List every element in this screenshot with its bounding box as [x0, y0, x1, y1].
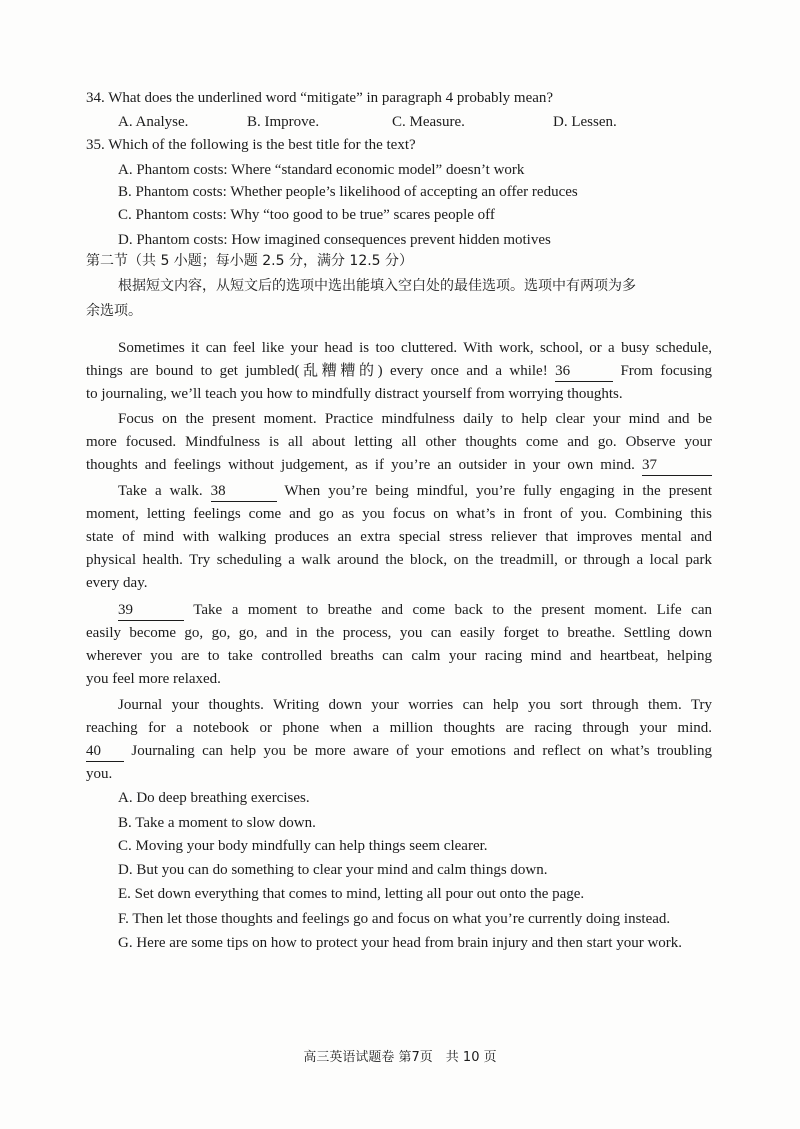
p1-line3: to journaling, we’ll teach you how to mindfully distract yourself from worrying thoughts.	[86, 386, 623, 402]
page-footer: 高三英语试题卷 第7页 共 10 页	[303, 1050, 497, 1065]
q35-option-a: A. Phantom costs: Where “standard economic model” doesn’t work	[118, 162, 525, 178]
p4-line2: easily become go, go, go, and in the process, you can easily forget to breathe. Settling down	[86, 625, 712, 641]
p1-line2-text-a: things are bound to get jumbled(乱糟糟的) every once and a while!	[86, 363, 548, 379]
section-2-instruction-line2: 余选项。	[86, 303, 142, 319]
p3-line1	[86, 480, 712, 503]
blank-38: 38	[211, 483, 277, 502]
p2-line3-text: thoughts and feelings without judgement, as if you’re an outsider in your own mind.	[86, 457, 635, 473]
p2-line2: more focused. Mindfulness is all about letting all other thoughts come and go. Observe your	[86, 434, 712, 450]
q34-option-a: A. Analyse.	[118, 114, 189, 130]
choice-f: F. Then let those thoughts and feelings go and focus on what you’re currently doing instead.	[118, 911, 671, 927]
p5-line3-text: Journaling can help you be more aware of your emotions and reflect on what’s troubling	[131, 743, 713, 759]
blank-37: 37	[642, 457, 712, 476]
p2-line3	[86, 454, 712, 477]
q35-option-b: B. Phantom costs: Whether people’s likelihood of accepting an offer reduces	[118, 184, 578, 200]
question-34-stem: 34. What does the underlined word “mitigate” in paragraph 4 probably mean?	[86, 90, 554, 106]
p3-line2: moment, letting feelings come and go as you focus on what’s in front of you. Combining this	[86, 506, 712, 522]
p4-line1	[86, 599, 712, 622]
choice-g: G. Here are some tips on how to protect your head from brain injury and then start your work.	[118, 935, 683, 951]
blank-36: 36	[555, 363, 613, 382]
choice-d: D. But you can do something to clear your mind and calm things down.	[118, 862, 548, 878]
passage-paragraph-2	[86, 408, 712, 477]
p3-line5: every day.	[86, 575, 148, 591]
p5-line2: reaching for a notebook or phone when a million thoughts are racing through your mind.	[86, 720, 712, 736]
passage-paragraph-3	[86, 480, 712, 595]
p4-line3: wherever you are to take controlled breaths can calm your racing mind and heartbeat, helping	[86, 648, 712, 664]
choice-b: B. Take a moment to slow down.	[118, 815, 316, 831]
section-2-heading: 第二节（共 5 小题；每小题 2.5 分，满分 12.5 分）	[86, 253, 414, 269]
q34-option-c: C. Measure.	[392, 114, 465, 130]
passage-paragraph-5	[86, 694, 712, 786]
q35-option-c: C. Phantom costs: Why “too good to be true” scares people off	[118, 207, 495, 223]
p2-line1: Focus on the present moment. Practice mindfulness daily to help clear your mind and be	[118, 411, 712, 427]
q35-option-d: D. Phantom costs: How imagined consequences prevent hidden motives	[118, 232, 551, 248]
p1-line1: Sometimes it can feel like your head is too cluttered. With work, school, or a busy schedule,	[118, 340, 712, 356]
q34-option-b: B. Improve.	[247, 114, 320, 130]
choice-a: A. Do deep breathing exercises.	[118, 790, 310, 806]
p5-line1: Journal your thoughts. Writing down your worries can help you sort through them. Try	[118, 697, 712, 713]
section-2-instruction-line1: 根据短文内容，从短文后的选项中选出能填入空白处的最佳选项。选项中有两项为多	[118, 278, 636, 294]
p4-line4: you feel more relaxed.	[86, 671, 221, 687]
p3-line3: state of mind with walking produces an extra special stress reliever that improves mental and	[86, 529, 712, 545]
p3-line4: physical health. Try scheduling a walk around the block, on the treadmill, or through a local park	[86, 552, 712, 568]
p4-line1-text: Take a moment to breathe and come back to the present moment. Life can	[193, 602, 712, 618]
choice-e: E. Set down everything that comes to mind, letting all pour out onto the page.	[118, 886, 585, 902]
p3-line1-text-b: When you’re being mindful, you’re fully engaging in the present	[284, 483, 713, 499]
q34-option-d: D. Lessen.	[553, 114, 617, 130]
p3-line1-text-a: Take a walk.	[118, 483, 203, 499]
p1-line2-text-b: From focusing	[620, 363, 713, 379]
passage-paragraph-1	[86, 337, 712, 406]
p5-line4: you.	[86, 766, 113, 782]
blank-39: 39	[118, 602, 184, 621]
p5-line3	[86, 740, 712, 763]
p1-line2	[86, 360, 712, 383]
question-35-stem: 35. Which of the following is the best title for the text?	[86, 137, 416, 153]
choice-c: C. Moving your body mindfully can help things seem clearer.	[118, 838, 488, 854]
passage-paragraph-4	[86, 599, 712, 691]
blank-40: 40	[86, 743, 124, 762]
